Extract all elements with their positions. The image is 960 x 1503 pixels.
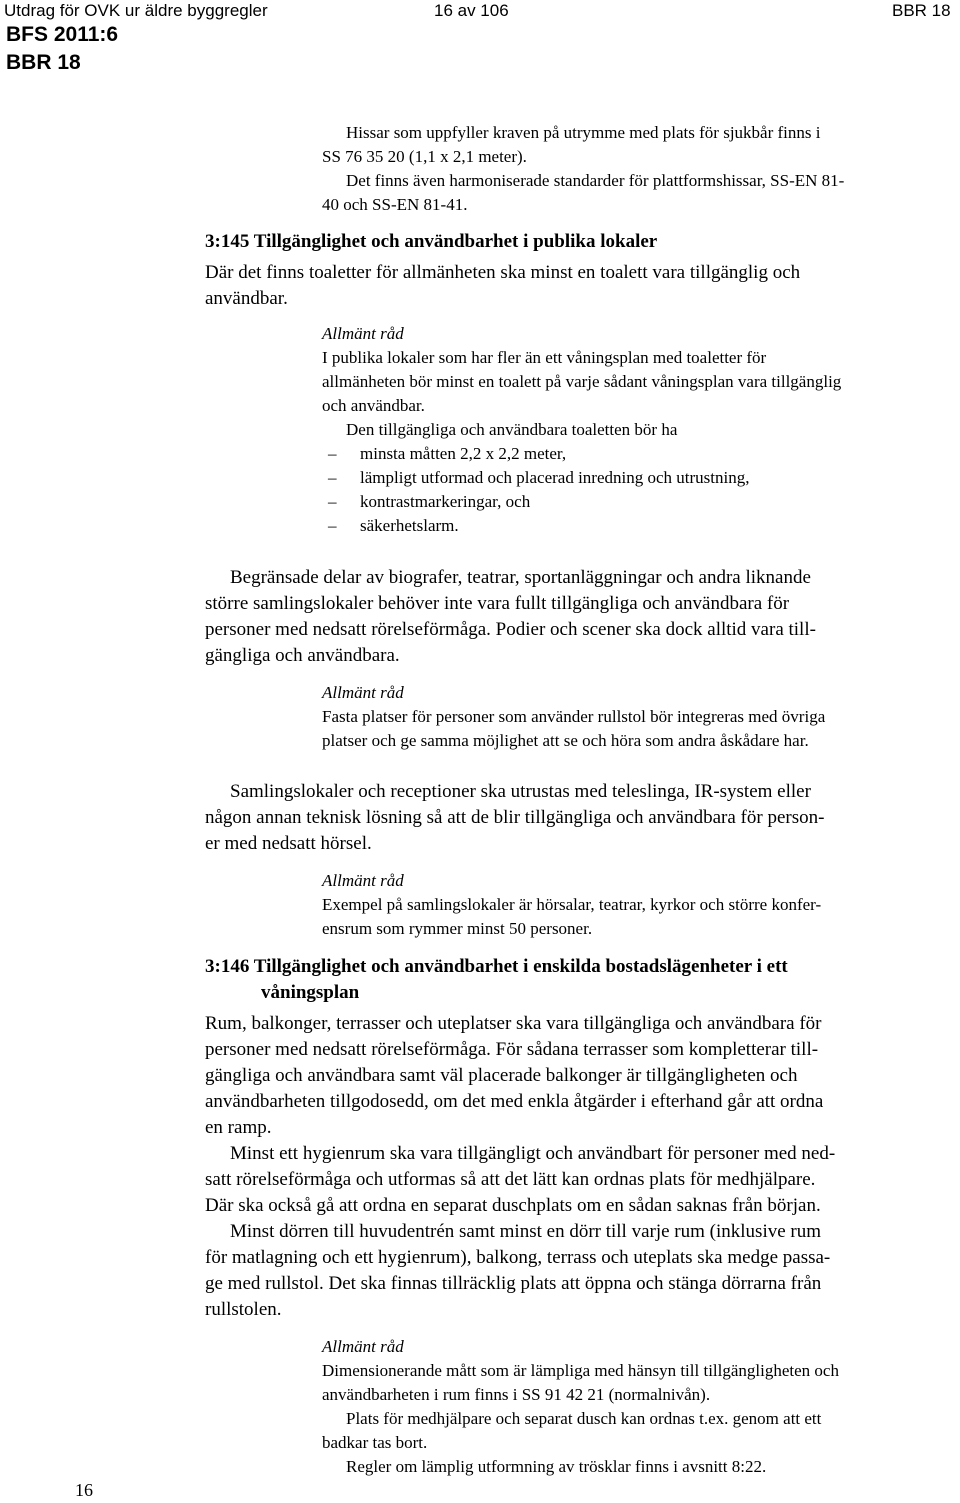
body-line: någon annan teknisk lösning så att de blir tillgängliga och användbara för person-: [205, 807, 825, 828]
body-line: Rum, balkonger, terrasser och uteplatser ska vara tillgängliga och användbara för: [205, 1013, 822, 1034]
body-line: Där ska också gå att ordna en separat duschplats om en sådan saknas från början.: [205, 1195, 821, 1216]
dash-marker: –: [328, 492, 337, 511]
advice-line: Dimensionerande mått som är lämpliga med hänsyn till tillgängligheten och: [322, 1361, 839, 1380]
body-line: gängliga och användbara samt väl placerade balkonger är tillgängligheten och: [205, 1065, 798, 1086]
body-line: användbar.: [205, 288, 288, 309]
body-line: personer med nedsatt rörelseförmåga. Podier och scener ska dock alltid vara till-: [205, 619, 816, 640]
dash-marker: –: [328, 516, 337, 535]
advice-line: Plats för medhjälpare och separat dusch kan ordnas t.ex. genom att ett: [346, 1409, 822, 1428]
body-line: personer med nedsatt rörelseförmåga. För sådana terrasser som kompletterar till-: [205, 1039, 819, 1060]
general-advice-label: Allmänt råd: [322, 871, 404, 890]
advice-line: platser och ge samma möjlighet att se och höra som andra åskådare har.: [322, 731, 809, 750]
list-item-text: kontrastmarkeringar, och: [360, 492, 531, 511]
body-line: gängliga och användbara.: [205, 645, 400, 666]
advice-line: Fasta platser för personer som använder rullstol bör integreras med övriga: [322, 707, 826, 726]
advice-line: ensrum som rymmer minst 50 personer.: [322, 919, 593, 938]
advice-line: och användbar.: [322, 396, 425, 415]
section-heading-3-146-cont: våningsplan: [261, 982, 360, 1003]
intro-line: Hissar som uppfyller kraven på utrymme med plats för sjukbår finns i: [346, 123, 821, 142]
list-item: [328, 442, 566, 466]
body-line: Minst ett hygienrum ska vara tillgängligt och användbart för personer med ned-: [230, 1143, 836, 1164]
list-item-text: minsta måtten 2,2 x 2,2 meter,: [360, 444, 567, 463]
intro-line: SS 76 35 20 (1,1 x 2,1 meter).: [322, 147, 527, 166]
advice-line: användbarheten i rum finns i SS 91 42 21 (normalnivån).: [322, 1385, 711, 1404]
general-advice-label: Allmänt råd: [322, 1337, 404, 1356]
advice-line: Exempel på samlingslokaler är hörsalar, teatrar, kyrkor och större konfer-: [322, 895, 822, 914]
advice-line: Regler om lämplig utformning av trösklar finns i avsnitt 8:22.: [346, 1457, 767, 1476]
header-page-count: 16 av 106: [434, 1, 509, 20]
body-line: Begränsade delar av biografer, teatrar, sportanläggningar och andra liknande: [230, 567, 811, 588]
body-line: Samlingslokaler och receptioner ska utrustas med teleslinga, IR-system eller: [230, 781, 811, 802]
advice-line: I publika lokaler som har fler än ett våningsplan med toaletter för: [322, 348, 767, 367]
doc-id-bfs: BFS 2011:6: [6, 23, 119, 46]
body-line: större samlingslokaler behöver inte vara fullt tillgängliga och användbara för: [205, 593, 790, 614]
general-advice-label: Allmänt råd: [322, 324, 404, 343]
section-heading-3-145: 3:145 Tillgänglighet och användbarhet i publika lokaler: [205, 231, 658, 252]
body-line: användbarheten tillgodosedd, om det med enkla åtgärder i efterhand går att ordna: [205, 1091, 824, 1112]
body-line: er med nedsatt hörsel.: [205, 833, 372, 854]
general-advice-label: Allmänt råd: [322, 683, 404, 702]
section-heading-3-146: 3:146 Tillgänglighet och användbarhet i enskilda bostadslägenheter i ett: [205, 956, 788, 977]
body-line: Minst dörren till huvudentrén samt minst en dörr till varje rum (inklusive rum: [230, 1221, 822, 1242]
header-regulation-name: BBR 18: [892, 1, 951, 20]
body-line: ge med rullstol. Det ska finnas tillräcklig plats att öppna och stänga dörrarna från: [205, 1273, 822, 1294]
body-line: satt rörelseförmåga och utformas så att det lätt kan ordnas plats för medhjälpare.: [205, 1169, 816, 1190]
intro-line: 40 och SS-EN 81-41.: [322, 195, 468, 214]
advice-line: Den tillgängliga och användbara toaletten bör ha: [346, 420, 678, 439]
page-number: 16: [75, 1480, 93, 1500]
list-item: [328, 466, 749, 490]
doc-id-bbr: BBR 18: [6, 51, 81, 74]
list-item: [328, 490, 530, 514]
header-document-title: Utdrag för OVK ur äldre byggregler: [4, 1, 268, 20]
advice-line: allmänheten bör minst en toalett på varje sådant våningsplan vara tillgänglig: [322, 372, 842, 391]
list-item: [328, 514, 459, 538]
list-item-text: säkerhetslarm.: [360, 516, 459, 535]
advice-line: badkar tas bort.: [322, 1433, 428, 1452]
dash-marker: –: [328, 468, 337, 487]
body-line: för matlagning och ett hygienrum), balkong, terrass och uteplats ska medge passa-: [205, 1247, 831, 1268]
body-line: Där det finns toaletter för allmänheten ska minst en toalett vara tillgänglig och: [205, 262, 801, 283]
body-line: rullstolen.: [205, 1299, 282, 1320]
dash-marker: –: [328, 444, 337, 463]
intro-line: Det finns även harmoniserade standarder för plattformshissar, SS-EN 81-: [346, 171, 845, 190]
body-line: en ramp.: [205, 1117, 272, 1138]
list-item-text: lämpligt utformad och placerad inredning och utrustning,: [360, 468, 750, 487]
